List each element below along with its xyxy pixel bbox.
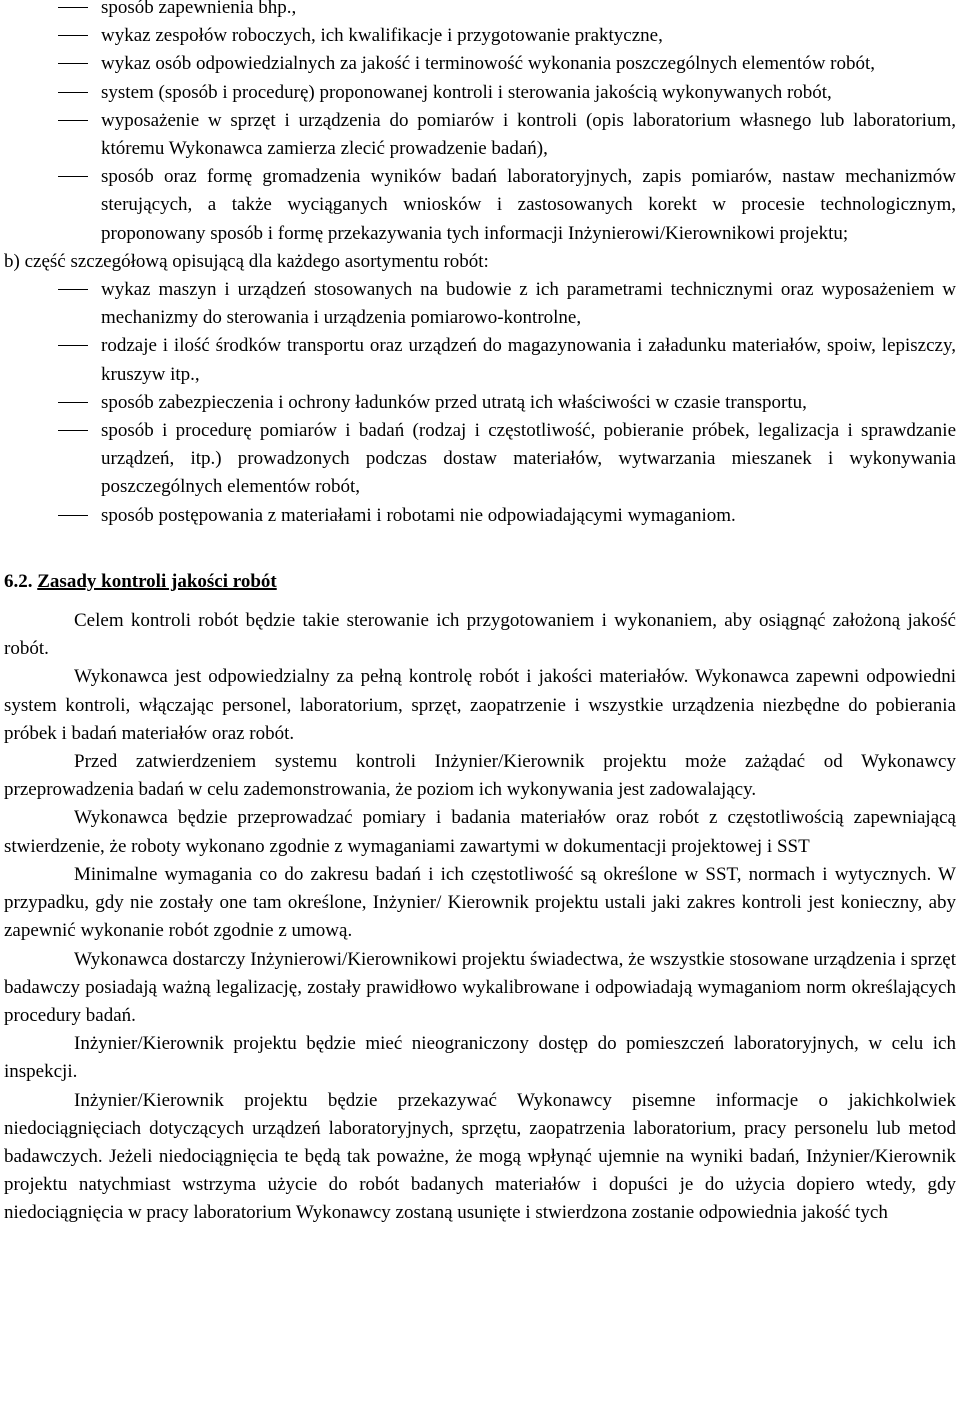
list-item: sposób postępowania z materiałami i robotami nie odpowiadającymi wymaganiom. xyxy=(0,502,960,530)
list-item: wykaz osób odpowiedzialnych za jakość i terminowość wykonania poszczególnych elementów robót, xyxy=(0,50,960,78)
list-item: rodzaje i ilość środków transportu oraz urządzeń do magazynowania i załadunku materiałów, spoiw, lepiszczy, kruszyw itp., xyxy=(0,332,960,388)
list-item: wyposażenie w sprzęt i urządzenia do pomiarów i kontroli (opis laboratorium własnego lub laboratorium, któremu Wykonawca zamierza zlecić prowadzenie badań), xyxy=(0,107,960,163)
section-number: 6.2. xyxy=(4,570,33,592)
paragraph: Minimalne wymagania co do zakresu badań i ich częstotliwość są określone w SST, normach i wytycznych. W przypadku, gdy nie zostały one tam określone, Inżynier/ Kierownik projektu ustali jaki zakres kontroli jest konieczny, aby zapewnić wykonanie robót zgodnie z umową. xyxy=(4,863,956,942)
paragraph: Inżynier/Kierownik projektu będzie przekazywać Wykonawcy pisemne informacje o jakichkolwiek niedociągnięciach dotyczących urządzeń laboratoryjnych, sprzętu, zaopatrzenia laboratorium, pracy personelu lub metod badawczych. Jeżeli niedociągnięcia te będą tak poważne, że mogą wpłynąć ujemnie na wyniki badań, Inżynier/Kierownik projektu natychmiast wstrzyma użycie do robót badanych materiałów i dopuści je do użycia dopiero wtedy, gdy niedociągnięcia w pracy laboratorium Wykonawcy zostaną usunięte i stwierdzona zostanie odpowiednia jakość tych xyxy=(4,1089,956,1224)
paragraph: Celem kontroli robót będzie takie sterowanie ich przygotowaniem i wykonaniem, aby osiągnąć założoną jakość robót. xyxy=(4,610,956,660)
section-heading xyxy=(0,568,960,596)
section-b-label: b) część szczegółową opisującą dla każdego asortymentu robót: xyxy=(4,250,489,272)
paragraph: Inżynier/Kierownik projektu będzie mieć nieograniczony dostęp do pomieszczeń laboratoryjnych, w celu ich inspekcji. xyxy=(4,1033,956,1083)
paragraph: Wykonawca będzie przeprowadzać pomiary i badania materiałów oraz robót z częstotliwością zapewniającą stwierdzenie, że roboty wykonano zgodnie z wymaganiami zawartymi w dokumentacji projektowej i SST xyxy=(4,807,956,857)
list-item: wykaz zespołów roboczych, ich kwalifikacje i przygotowanie praktyczne, xyxy=(0,22,960,50)
paragraph: Wykonawca jest odpowiedzialny za pełną kontrolę robót i jakości materiałów. Wykonawca zapewni odpowiedni system kontroli, włączając personel, laboratorium, sprzęt, zaopatrzenie i wszystkie urządzenia niezbędne do pobierania próbek i badań materiałów oraz robót. xyxy=(4,666,956,744)
list-item: sposób oraz formę gromadzenia wyników badań laboratoryjnych, zapis pomiarów, nastaw mechanizmów sterujących, a także wyciąganych wniosków i zastosowanych korekt w procesie technologicznym, proponowany sposób i formę przekazywania tych informacji Inżynierowi/Kierownikowi projektu; xyxy=(0,163,960,248)
section-title: Zasady kontroli jakości robót xyxy=(37,570,277,592)
requirements-list-b xyxy=(0,276,960,530)
list-item: wykaz maszyn i urządzeń stosowanych na budowie z ich parametrami technicznymi oraz wyposażeniem w mechanizmy do sterowania i urządzenia pomiarowo-kontrolne, xyxy=(0,276,960,332)
list-item: sposób zabezpieczenia i ochrony ładunków przed utratą ich właściwości w czasie transportu, xyxy=(0,389,960,417)
list-item: sposób zapewnienia bhp., xyxy=(0,0,960,22)
paragraph: Wykonawca dostarczy Inżynierowi/Kierownikowi projektu świadectwa, że wszystkie stosowane urządzenia i sprzęt badawczy posiadają ważną legalizację, zostały prawidłowo wykalibrowane i odpowiadają wymaganiom norm określających procedury badań. xyxy=(4,948,956,1026)
requirements-list-a xyxy=(0,0,960,248)
list-item: sposób i procedurę pomiarów i badań (rodzaj i częstotliwość, pobieranie próbek, legalizacja i sprawdzanie urządzeń, itp.) prowadzonych podczas dostaw materiałów, wytwarzania mieszanek i wykonywania poszczególnych elementów robót, xyxy=(0,417,960,502)
paragraph: Przed zatwierdzeniem systemu kontroli Inżynier/Kierownik projektu może zażądać od Wykonawcy przeprowadzenia badań w celu zademonstrowania, że poziom ich wykonywania jest zadowalający. xyxy=(4,751,956,801)
list-item: system (sposób i procedurę) proponowanej kontroli i sterowania jakością wykonywanych robót, xyxy=(0,79,960,107)
